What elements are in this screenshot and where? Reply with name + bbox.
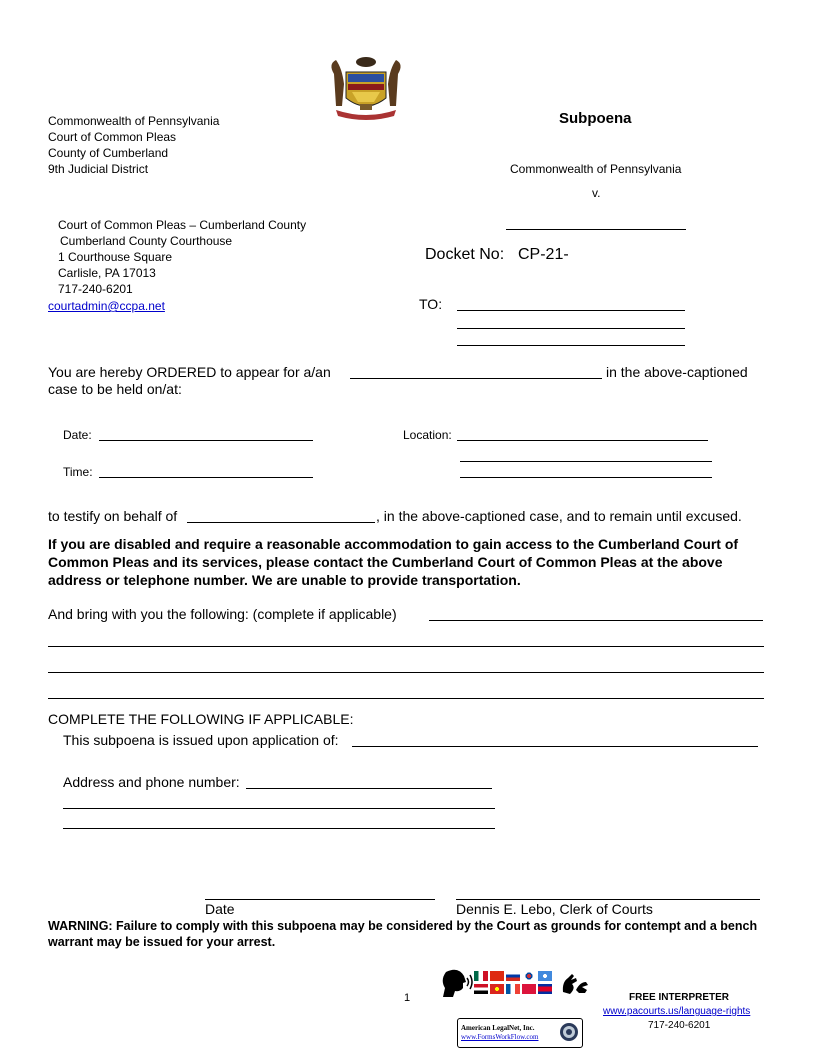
bring-text: And bring with you the following: (complete if applicable)	[48, 606, 397, 622]
signature-date-line[interactable]	[205, 899, 435, 900]
date-line[interactable]	[99, 440, 313, 441]
clerk-name: Dennis E. Lebo, Clerk of Courts	[456, 901, 653, 917]
flag-russia-icon	[506, 971, 520, 981]
versus-text: v.	[592, 186, 601, 200]
address-phone-line[interactable]	[63, 828, 495, 829]
page-number: 1	[404, 992, 411, 1004]
address-line: 1 Courthouse Square	[58, 250, 173, 264]
interpreter-graphic	[440, 968, 592, 1000]
court-line: Commonwealth of Pennsylvania	[48, 114, 220, 128]
behalf-of-line[interactable]	[187, 522, 375, 523]
flag-france-icon	[506, 984, 520, 994]
applicant-line[interactable]	[352, 746, 758, 747]
flag-mexico-icon	[474, 971, 488, 981]
location-label: Location:	[403, 428, 452, 442]
legalnet-logo-name: American LegalNet, Inc.	[461, 1024, 535, 1032]
defendant-line[interactable]	[506, 229, 686, 230]
address-line: Carlisle, PA 17013	[58, 266, 156, 280]
complete-heading: COMPLETE THE FOLLOWING IF APPLICABLE:	[48, 711, 354, 727]
order-text: You are hereby ORDERED to appear for a/an	[48, 364, 331, 380]
address-phone-line[interactable]	[63, 808, 495, 809]
flag-vietnam-icon	[490, 984, 504, 994]
flag-somalia-icon	[538, 971, 552, 981]
flag-iraq-icon	[474, 984, 488, 994]
warning-label: WARNING:	[48, 919, 113, 933]
location-line[interactable]	[460, 461, 712, 462]
court-line: Court of Common Pleas	[48, 130, 177, 144]
address-line: Cumberland County Courthouse	[60, 234, 233, 248]
time-line[interactable]	[99, 477, 313, 478]
sign-language-hands-icon	[560, 970, 590, 998]
flag-nepal-icon	[522, 984, 536, 994]
testify-text-after: , in the above-captioned case, and to remain until excused.	[376, 508, 742, 524]
court-line: County of Cumberland	[48, 146, 169, 160]
docket-label: Docket No:	[425, 246, 505, 263]
bring-line[interactable]	[48, 646, 764, 647]
legalnet-logo-url: www.FormsWorkFlow.com	[461, 1033, 539, 1041]
clerk-signature-line[interactable]	[456, 899, 760, 900]
court-line: 9th Judicial District	[48, 162, 149, 176]
address-phone-line[interactable]	[246, 788, 492, 789]
time-label: Time:	[63, 465, 93, 479]
to-line[interactable]	[457, 328, 685, 329]
testify-text: to testify on behalf of	[48, 508, 178, 524]
to-line[interactable]	[457, 345, 685, 346]
speaking-head-icon	[440, 968, 474, 998]
email-link[interactable]: courtadmin@ccpa.net	[48, 299, 165, 313]
interpreter-phone: 717-240-6201	[648, 1020, 711, 1031]
flag-china-icon	[490, 971, 504, 981]
interpreter-title: FREE INTERPRETER	[629, 992, 730, 1003]
to-label: TO:	[419, 296, 443, 312]
order-text-line2: case to be held on/at:	[48, 381, 182, 397]
date-label: Date:	[63, 428, 92, 442]
signature-date-label: Date	[205, 901, 235, 917]
warning-text	[48, 918, 766, 950]
location-line[interactable]	[460, 477, 712, 478]
address-phone: 717-240-6201	[58, 282, 133, 296]
plaintiff-name: Commonwealth of Pennsylvania	[510, 162, 682, 176]
accommodation-notice: If you are disabled and require a reasonable accommodation to gain access to the Cumberland Court of Common Pleas and its services, please contact the Cumberland Court of Common Pleas at the above address or telephone number. We are unable to provide transportation.	[48, 536, 739, 588]
flag-korea-icon	[522, 971, 536, 981]
bring-line[interactable]	[48, 698, 764, 699]
address-phone-label: Address and phone number:	[63, 774, 240, 790]
legalnet-logo	[457, 1018, 583, 1048]
page-title: Subpoena	[559, 110, 632, 127]
docket-number: CP-21-	[518, 246, 569, 263]
flag-cambodia-icon	[538, 984, 552, 994]
bring-line[interactable]	[48, 672, 764, 673]
issued-upon-label: This subpoena is issued upon application of:	[63, 732, 339, 748]
to-line[interactable]	[457, 310, 685, 311]
appearance-type-line[interactable]	[350, 378, 602, 379]
order-text-after: in the above-captioned	[606, 364, 748, 380]
warning-body: Failure to comply with this subpoena may be considered by the Court as grounds for contempt and a bench warrant may be issued for your arrest.	[48, 919, 758, 949]
language-rights-link[interactable]: www.pacourts.us/language-rights	[603, 1006, 751, 1017]
location-line[interactable]	[457, 440, 708, 441]
address-line: Court of Common Pleas – Cumberland County	[58, 218, 307, 232]
legalnet-globe-icon	[559, 1022, 579, 1042]
coat-of-arms-seal	[316, 54, 416, 122]
bring-line[interactable]	[429, 620, 763, 621]
